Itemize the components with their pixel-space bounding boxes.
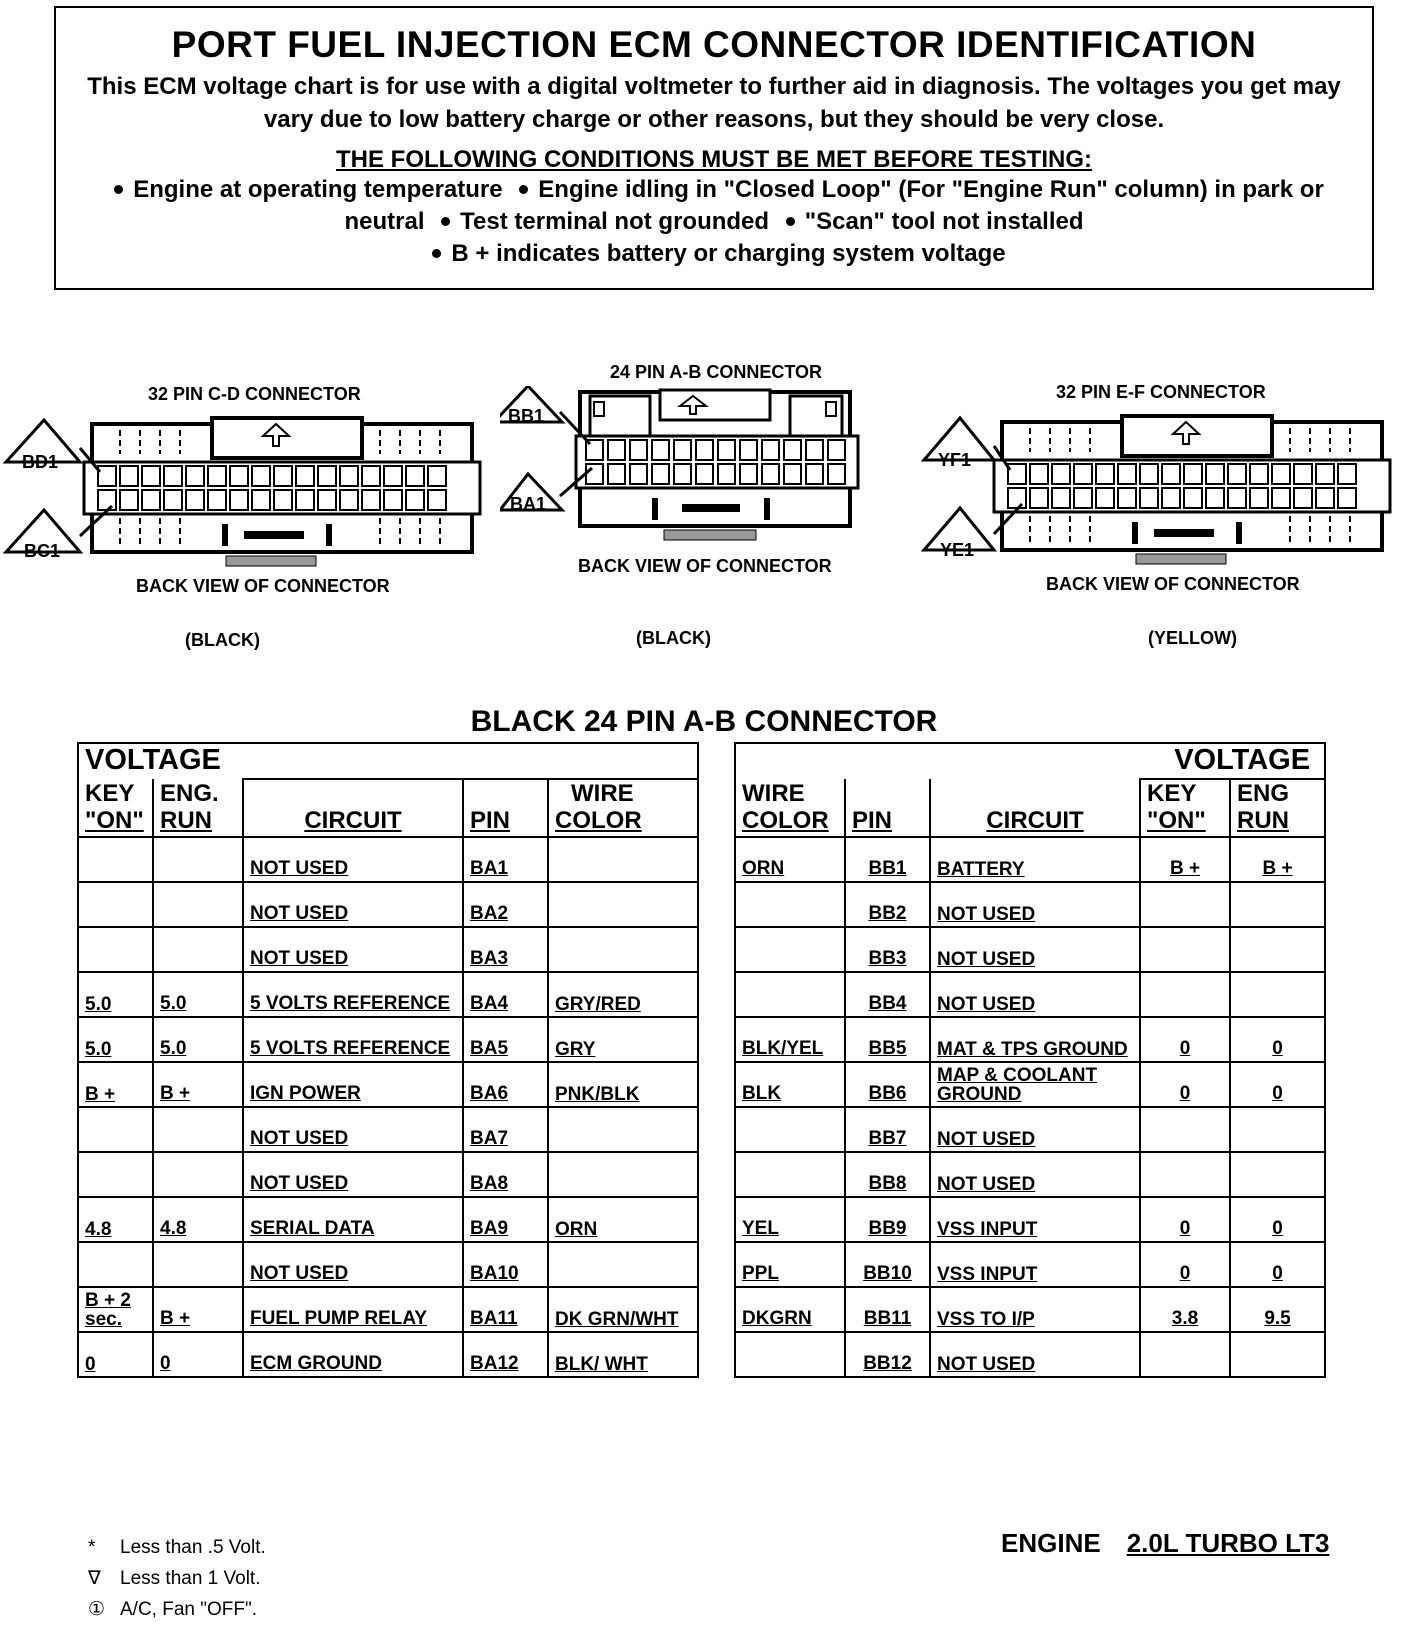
cell-run: 5.0: [153, 1017, 243, 1062]
cell-circuit: NOT USED: [930, 1107, 1140, 1152]
cell-key: [78, 1107, 153, 1152]
cell-key: 0: [1140, 1242, 1230, 1287]
cell-pin: BB7: [845, 1107, 930, 1152]
connector-cd-name: 32 PIN C-D CONNECTOR: [148, 384, 361, 404]
cell-key: [1140, 1107, 1230, 1152]
cell-run: 0: [1230, 1197, 1325, 1242]
cell-circuit: FUEL PUMP RELAY: [243, 1287, 463, 1332]
conditions-title: THE FOLLOWING CONDITIONS MUST BE MET BEFORE TESTING:: [336, 146, 1092, 173]
cell-circuit: NOT USED: [930, 1152, 1140, 1197]
cell-pin: BA6: [463, 1062, 548, 1107]
cell-circuit: VSS INPUT: [930, 1242, 1140, 1287]
bullet-icon: [786, 217, 795, 226]
cell-run: [1230, 1107, 1325, 1152]
pin-label-yf1: YF1: [938, 450, 972, 470]
cell-circuit: NOT USED: [243, 927, 463, 972]
cell-circuit: MAP & COOLANT GROUND: [930, 1062, 1140, 1107]
table-row: [735, 1287, 1325, 1332]
cell-pin: BA3: [463, 927, 548, 972]
cell-wire: ORN: [735, 837, 845, 882]
cell-wire: [735, 927, 845, 972]
cell-wire: [548, 882, 698, 927]
intro-text: This ECM voltage chart is for use with a digital voltmeter to further aid in diagnosis. The voltages you get may vary due to low battery charge or other reasons, but they should be very close.: [87, 73, 1341, 133]
cell-run: 9.5: [1230, 1287, 1325, 1332]
cell-pin: BA5: [463, 1017, 548, 1062]
left-pin-table: [77, 742, 699, 1378]
cell-key: [1140, 882, 1230, 927]
bullet-icon: [432, 249, 441, 258]
cell-circuit: NOT USED: [930, 927, 1140, 972]
cell-circuit: ECM GROUND: [243, 1332, 463, 1377]
cell-key: B +: [1140, 837, 1230, 882]
pin-label-bc1: BC1: [24, 541, 61, 561]
cell-wire: [735, 1152, 845, 1197]
pin-label-bb1: BB1: [508, 406, 545, 426]
cell-key: [1140, 927, 1230, 972]
table-row: [78, 1197, 698, 1242]
cell-run: [153, 927, 243, 972]
cell-key: 4.8: [78, 1197, 153, 1242]
cell-wire: BLK: [735, 1062, 845, 1107]
cell-wire: GRY: [548, 1017, 698, 1062]
circuit-header: CIRCUIT: [930, 779, 1140, 837]
cell-circuit: IGN POWER: [243, 1062, 463, 1107]
footnotes: [88, 1532, 266, 1625]
cell-pin: BA2: [463, 882, 548, 927]
cell-pin: BB8: [845, 1152, 930, 1197]
cell-key: [1140, 972, 1230, 1017]
cell-wire: BLK/ WHT: [548, 1332, 698, 1377]
table-row: [735, 1332, 1325, 1377]
engine-label: ENGINE 2.0L TURBO LT3: [1001, 1528, 1330, 1558]
wire-color-header: WIRE COLOR: [548, 779, 698, 837]
pin-label-bd1: BD1: [22, 452, 59, 472]
connector-ef-diagram: [910, 380, 1408, 660]
condition-item: Engine idling in "Closed Loop" (For "Engine Run" column) in park or neutral: [344, 176, 1324, 235]
cell-key: 3.8: [1140, 1287, 1230, 1332]
cell-circuit: NOT USED: [243, 882, 463, 927]
table-row: [78, 837, 698, 882]
table-row: [735, 882, 1325, 927]
table-row: [78, 1242, 698, 1287]
connector-ef-drawing: [910, 408, 1408, 578]
cell-wire: DK GRN/WHT: [548, 1287, 698, 1332]
cell-pin: BB9: [845, 1197, 930, 1242]
connector-cd-drawing: [0, 410, 500, 580]
table-row: [735, 1242, 1325, 1287]
cell-pin: BB4: [845, 972, 930, 1017]
cell-wire: DKGRN: [735, 1287, 845, 1332]
cell-key: B + 2 sec.: [78, 1287, 153, 1332]
cell-run: B +: [1230, 837, 1325, 882]
connector-ef-view: BACK VIEW OF CONNECTOR: [1046, 574, 1300, 594]
cell-circuit: NOT USED: [930, 882, 1140, 927]
condition-item: Engine at operating temperature: [133, 176, 503, 203]
table-row: [78, 1017, 698, 1062]
cell-run: [1230, 1332, 1325, 1377]
cell-wire: [735, 1332, 845, 1377]
table-row: [78, 1107, 698, 1152]
cell-key: [1140, 1332, 1230, 1377]
cell-run: 0: [1230, 1062, 1325, 1107]
cell-run: [153, 1242, 243, 1287]
cell-run: 5.0: [153, 972, 243, 1017]
cell-wire: PPL: [735, 1242, 845, 1287]
cell-run: [153, 837, 243, 882]
cell-run: [1230, 1152, 1325, 1197]
cell-run: [153, 1152, 243, 1197]
table-row: [735, 1017, 1325, 1062]
condition-item: "Scan" tool not installed: [804, 208, 1084, 235]
table-row: [735, 1152, 1325, 1197]
cell-pin: BB11: [845, 1287, 930, 1332]
connector-cd-diagram: [0, 380, 500, 660]
eng-run-header: ENG RUN: [1230, 779, 1325, 837]
cell-pin: BB2: [845, 882, 930, 927]
pin-header: PIN: [463, 779, 548, 837]
cell-key: 0: [78, 1332, 153, 1377]
cell-pin: BA7: [463, 1107, 548, 1152]
cell-key: 0: [1140, 1017, 1230, 1062]
cell-wire: BLK/YEL: [735, 1017, 845, 1062]
table-row: [735, 837, 1325, 882]
cell-key: [78, 1152, 153, 1197]
cell-pin: BB1: [845, 837, 930, 882]
cell-circuit: VSS TO I/P: [930, 1287, 1140, 1332]
connector-ef-color: (YELLOW): [1148, 628, 1237, 648]
footnote: ∇ Less than 1 Volt.: [88, 1568, 261, 1589]
cell-key: B +: [78, 1062, 153, 1107]
cell-circuit: 5 VOLTS REFERENCE: [243, 972, 463, 1017]
cell-run: B +: [153, 1287, 243, 1332]
cell-pin: BA9: [463, 1197, 548, 1242]
cell-key: 5.0: [78, 1017, 153, 1062]
cell-key: 5.0: [78, 972, 153, 1017]
footnote: ① A/C, Fan "OFF".: [88, 1599, 258, 1620]
cell-circuit: NOT USED: [243, 1242, 463, 1287]
cell-circuit: 5 VOLTS REFERENCE: [243, 1017, 463, 1062]
connector-ab-view: BACK VIEW OF CONNECTOR: [578, 556, 832, 576]
cell-key: 0: [1140, 1197, 1230, 1242]
cell-wire: YEL: [735, 1197, 845, 1242]
cell-run: [153, 1107, 243, 1152]
table-row: [78, 1152, 698, 1197]
condition-item: Test terminal not grounded: [460, 208, 770, 235]
pin-label-ba1: BA1: [510, 494, 547, 514]
cell-run: 4.8: [153, 1197, 243, 1242]
cell-wire: [548, 1107, 698, 1152]
bullet-icon: [114, 185, 123, 194]
cell-circuit: NOT USED: [243, 837, 463, 882]
wire-color-header: WIRE COLOR: [735, 779, 845, 837]
footnote: * Less than .5 Volt.: [88, 1537, 266, 1558]
cell-circuit: BATTERY: [930, 837, 1140, 882]
bullet-icon: [519, 185, 528, 194]
key-on-header: KEY "ON": [1140, 779, 1230, 837]
connector-cd-color: (BLACK): [185, 630, 260, 650]
condition-item: B + indicates battery or charging system voltage: [451, 240, 1006, 267]
connector-ab-diagram: [500, 358, 900, 648]
table-row: [735, 1107, 1325, 1152]
cell-wire: GRY/RED: [548, 972, 698, 1017]
cell-pin: BA1: [463, 837, 548, 882]
eng-run-header: ENG. RUN: [153, 779, 243, 837]
cell-key: [78, 837, 153, 882]
cell-run: [153, 882, 243, 927]
header-box: [54, 6, 1374, 290]
cell-run: B +: [153, 1062, 243, 1107]
cell-wire: [548, 1242, 698, 1287]
cell-key: [78, 927, 153, 972]
pin-label-ye1: YE1: [940, 540, 975, 560]
voltage-heading: VOLTAGE: [78, 743, 698, 779]
cell-circuit: VSS INPUT: [930, 1197, 1140, 1242]
cell-pin: BA12: [463, 1332, 548, 1377]
cell-wire: [548, 927, 698, 972]
connector-ab-color: (BLACK): [636, 628, 711, 648]
table-row: [78, 1062, 698, 1107]
circuit-header: CIRCUIT: [243, 779, 463, 837]
cell-key: [78, 1242, 153, 1287]
table-row: [78, 972, 698, 1017]
engine-value: 2.0L TURBO LT3: [1126, 1528, 1330, 1558]
cell-pin: BA4: [463, 972, 548, 1017]
cell-run: 0: [1230, 1242, 1325, 1287]
page-title: PORT FUEL INJECTION ECM CONNECTOR IDENTIFICATION: [171, 24, 1257, 65]
cell-wire: [735, 1107, 845, 1152]
voltage-heading: VOLTAGE: [735, 743, 1325, 779]
table-row: [78, 882, 698, 927]
cell-pin: BA10: [463, 1242, 548, 1287]
table-row: [735, 1062, 1325, 1107]
right-pin-table: [734, 742, 1326, 1378]
cell-pin: BB10: [845, 1242, 930, 1287]
cell-circuit: SERIAL DATA: [243, 1197, 463, 1242]
table-row: [735, 1197, 1325, 1242]
cell-pin: BB5: [845, 1017, 930, 1062]
cell-circuit: NOT USED: [930, 1332, 1140, 1377]
connector-ef-name: 32 PIN E-F CONNECTOR: [1056, 382, 1266, 402]
cell-run: 0: [153, 1332, 243, 1377]
pin-header: PIN: [845, 779, 930, 837]
connector-ab-drawing: [500, 386, 900, 556]
connector-ab-name: 24 PIN A-B CONNECTOR: [610, 362, 823, 382]
table-row: [78, 927, 698, 972]
cell-run: [1230, 927, 1325, 972]
cell-run: [1230, 972, 1325, 1017]
conditions-list: [56, 174, 1372, 270]
cell-wire: PNK/BLK: [548, 1062, 698, 1107]
cell-pin: BA8: [463, 1152, 548, 1197]
cell-circuit: NOT USED: [930, 972, 1140, 1017]
cell-circuit: NOT USED: [243, 1152, 463, 1197]
cell-key: [78, 882, 153, 927]
table-row: [78, 1287, 698, 1332]
cell-pin: BB12: [845, 1332, 930, 1377]
cell-pin: BB6: [845, 1062, 930, 1107]
cell-wire: ORN: [548, 1197, 698, 1242]
cell-wire: [548, 837, 698, 882]
cell-wire: [735, 972, 845, 1017]
table-title: BLACK 24 PIN A-B CONNECTOR: [470, 705, 938, 738]
cell-circuit: NOT USED: [243, 1107, 463, 1152]
cell-circuit: MAT & TPS GROUND: [930, 1017, 1140, 1062]
bullet-icon: [441, 217, 450, 226]
connector-cd-view: BACK VIEW OF CONNECTOR: [136, 576, 390, 596]
cell-pin: BA11: [463, 1287, 548, 1332]
table-row: [78, 1332, 698, 1377]
cell-run: [1230, 882, 1325, 927]
cell-wire: [548, 1152, 698, 1197]
cell-wire: [735, 882, 845, 927]
key-on-header: KEY "ON": [78, 779, 153, 837]
table-row: [735, 927, 1325, 972]
cell-pin: BB3: [845, 927, 930, 972]
cell-key: [1140, 1152, 1230, 1197]
cell-run: 0: [1230, 1017, 1325, 1062]
table-row: [735, 972, 1325, 1017]
cell-key: 0: [1140, 1062, 1230, 1107]
